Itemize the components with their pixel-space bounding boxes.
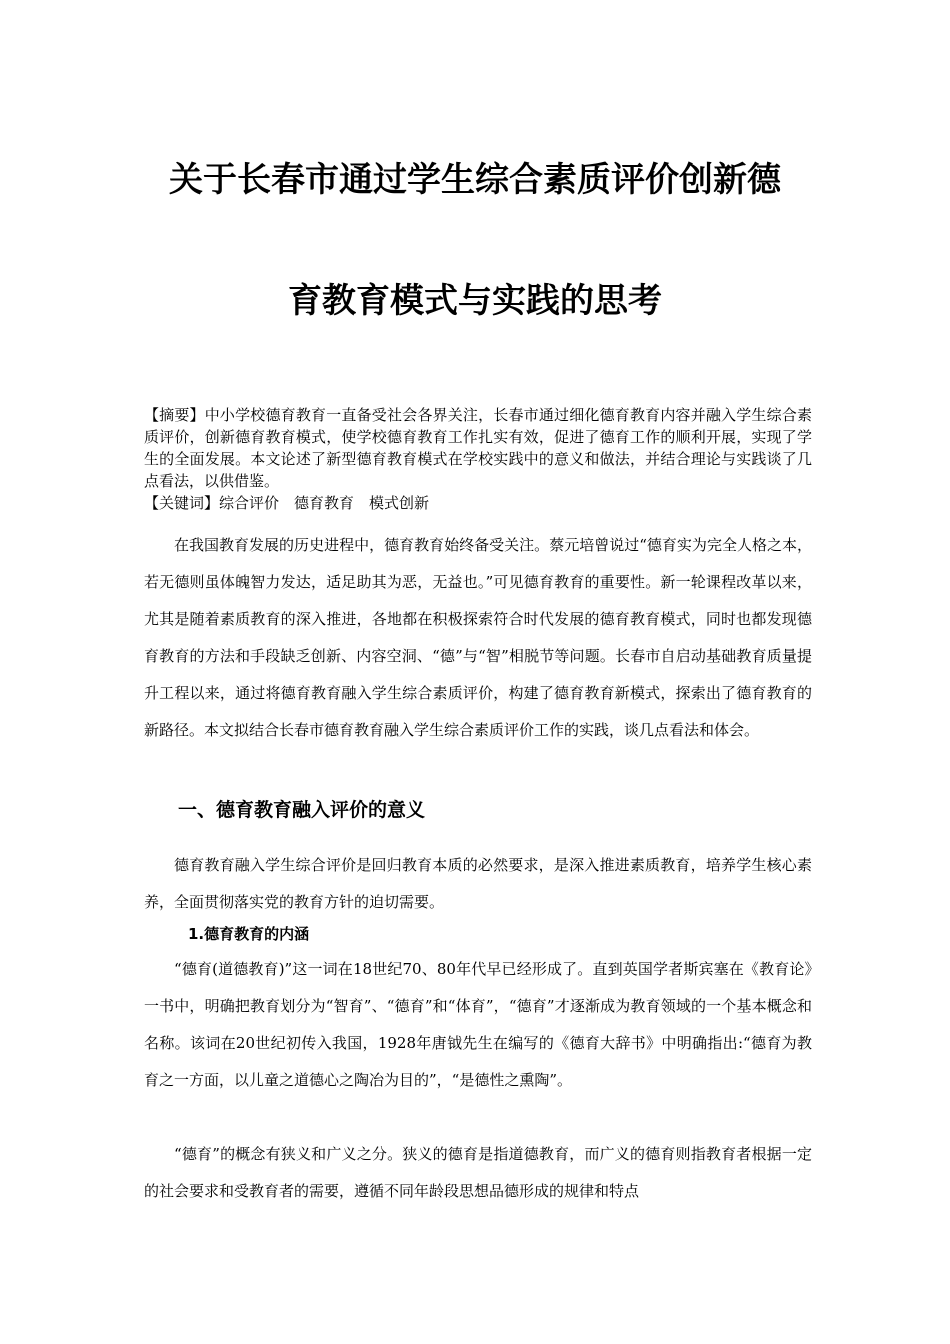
intro-paragraph: 在我国教育发展的历史进程中，德育教育始终备受关注。蔡元培曾说过“德育实为完全人格之本，若无德则虽体魄智力发达，适足助其为恶，无益也。”可见德育教育的重要性。新一轮课程改革以来，尤其是随着素质教育的深入推进，各地都在积极探索符合时代发展的德育教育模式，同时也都发现德育教育的方法和手段缺乏创新、内容空洞、“德”与“智”相脱节等问题。长春市自启动基础教育质量提升工程以来，通过将德育教育融入学生综合素质评价，构建了德育教育新模式，探索出了德育教育的新路径。本文拟结合长春市德育教育融入学生综合素质评价工作的实践，谈几点看法和体会。: [144, 536, 812, 739]
abstract-block: [144, 404, 812, 514]
document-title-line-1: 关于长春市通过学生综合素质评价创新德: [169, 160, 781, 200]
abstract-text: 【摘要】中小学校德育教育一直备受社会各界关注，长春市通过细化德育教育内容并融入学生综合素质评价，创新德育教育模式，使学校德育教育工作扎实有效，促进了德育工作的顺利开展，实现了学生的全面发展。本文论述了新型德育教育模式在学校实践中的意义和做法，并结合理论与实践谈了几点看法，以供借鉴。: [144, 406, 812, 490]
subsection-paragraph-2: “德育”的概念有狭义和广义之分。狭义的德育是指道德教育，而广义的德育则指教育者根据一定的社会要求和受教育者的需要，遵循不同年龄段思想品德形成的规律和特点: [144, 1145, 812, 1200]
subsection-paragraph-1: “德育(道德教育)”这一词在18世纪70、80年代早已经形成了。直到英国学者斯宾塞在《教育论》一书中，明确把教育划分为“智育”、“德育”和“体育”，“德育”才逐渐成为教育领域的一个基本概念和名称。该词在20世纪初传入我国，1928年唐钺先生在编写的《德育大辞书》中明确指出:“德育为教育之一方面，以儿童之道德心之陶冶为目的”，“是德性之熏陶”。: [144, 960, 812, 1089]
keywords-text: 【关键词】综合评价 德育教育 模式创新: [144, 494, 430, 512]
subsection-heading: 1.德育教育的内涵: [188, 925, 310, 943]
section-paragraph: 德育教育融入学生综合评价是回归教育本质的必然要求，是深入推进素质教育，培养学生核心素养，全面贯彻落实党的教育方针的迫切需要。: [144, 856, 812, 911]
document-title-line-2: 育教育模式与实践的思考: [288, 281, 662, 321]
section-heading: 一、德育教育融入评价的意义: [178, 799, 426, 821]
